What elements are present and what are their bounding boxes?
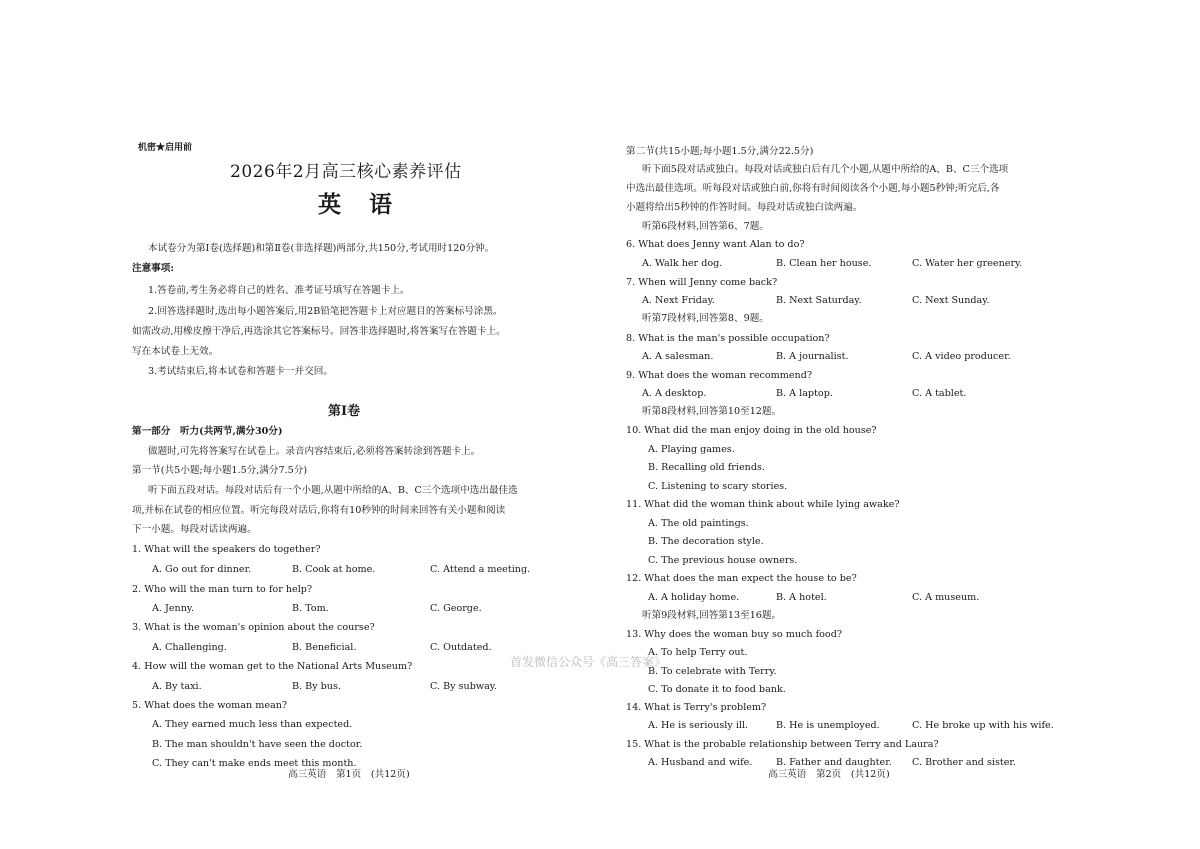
section1-instruction: 下一小题。每段对话读两遍。	[132, 524, 257, 535]
option-b: B. Cook at home.	[292, 564, 376, 575]
question-7: 7. When will Jenny come back?	[626, 277, 778, 288]
section1-instruction: 听下面五段对话。每段对话后有一个小题,从题中所给的A、B、C三个选项中选出最佳选	[148, 485, 518, 496]
option-b: B. To celebrate with Terry.	[648, 666, 777, 677]
question-3: 3. What is the woman's opinion about the course?	[132, 622, 375, 633]
note-line: 2.回答选择题时,选出每小题答案后,用2B铅笔把答题卡上对应题目的答案标号涂黑。	[148, 306, 503, 317]
question-9: 9. What does the woman recommend?	[626, 370, 812, 381]
volume-title: 第Ⅰ卷	[328, 404, 361, 419]
note-line: 1.答卷前,考生务必将自己的姓名、准考证号填写在答题卡上。	[148, 285, 410, 296]
section1-instruction: 项,并标在试卷的相应位置。听完每段对话后,你将有10秒钟的时间来回答有关小题和阅读	[132, 505, 506, 516]
option-c: C. Listening to scary stories.	[648, 481, 788, 492]
option-c: C. To donate it to food bank.	[648, 684, 786, 695]
option-a: A. Playing games.	[648, 444, 735, 455]
option-c: C. Attend a meeting.	[430, 564, 531, 575]
option-a: A. Jenny.	[152, 603, 195, 614]
question-11: 11. What did the woman think about while lying awake?	[626, 499, 900, 510]
question-12: 12. What does the man expect the house to be?	[626, 573, 857, 584]
option-a: A. They earned much less than expected.	[152, 719, 353, 730]
question-6: 6. What does Jenny want Alan to do?	[626, 239, 805, 250]
note-line: 写在本试卷上无效。	[132, 346, 219, 357]
material-heading: 听第8段材料,回答第10至12题。	[642, 406, 782, 417]
page-footer: 高三英语 第1页 (共12页)	[288, 769, 410, 780]
question-10: 10. What did the man enjoy doing in the old house?	[626, 425, 877, 436]
option-c: C. They can't make ends meet this month.	[152, 758, 357, 769]
option-a: A. Husband and wife.	[648, 757, 753, 768]
question-8: 8. What is the man's possible occupation?	[626, 333, 830, 344]
option-a: A. Challenging.	[152, 642, 227, 653]
option-c: C. A tablet.	[912, 388, 967, 399]
material-heading: 听第9段材料,回答第13至16题。	[642, 610, 782, 621]
intro-text: 本试卷分为第Ⅰ卷(选择题)和第Ⅱ卷(非选择题)两部分,共150分,考试用时120分钟。	[148, 243, 495, 254]
notes-heading: 注意事项:	[132, 263, 174, 274]
question-14: 14. What is Terry's problem?	[626, 702, 767, 713]
question-2: 2. Who will the man turn to for help?	[132, 584, 313, 595]
section1-heading: 第一节(共5小题;每小题1.5分,满分7.5分)	[132, 465, 308, 476]
confidential-mark: 机密★启用前	[138, 143, 193, 153]
option-c: C. The previous house owners.	[648, 555, 798, 566]
option-a: A. Walk her dog.	[642, 258, 723, 269]
option-a: A. To help Terry out.	[648, 647, 748, 658]
option-c: C. Brother and sister.	[912, 757, 1016, 768]
option-a: A. He is seriously ill.	[648, 720, 749, 731]
option-a: A. A salesman.	[642, 351, 714, 362]
question-13: 13. Why does the woman buy so much food?	[626, 629, 842, 640]
section2-heading: 第二节(共15小题;每小题1.5分,满分22.5分)	[626, 146, 814, 157]
section2-instruction: 中选出最佳选项。听每段对话或独白前,你将有时间阅读各个小题,每小题5秒钟;听完后,各	[626, 183, 1000, 194]
option-b: B. The man shouldn't have seen the doctor.	[152, 739, 363, 750]
question-1: 1. What will the speakers do together?	[132, 544, 321, 555]
option-c: C. Water her greenery.	[912, 258, 1023, 269]
exam-title: 2026年2月高三核心素养评估	[230, 162, 462, 182]
option-b: B. Beneficial.	[292, 642, 357, 653]
option-b: B. The decoration style.	[648, 536, 764, 547]
option-c: C. A video producer.	[912, 351, 1011, 362]
option-b: B. He is unemployed.	[776, 720, 880, 731]
section2-instruction: 小题将给出5秒钟的作答时间。每段对话或独白读两遍。	[626, 202, 863, 213]
option-c: C. Outdated.	[430, 642, 492, 653]
question-4: 4. How will the woman get to the National Arts Museum?	[132, 661, 413, 672]
material-heading: 听第7段材料,回答第8、9题。	[642, 313, 769, 324]
note-line: 如需改动,用橡皮擦干净后,再选涂其它答案标号。回答非选择题时,将答案写在答题卡上。	[132, 326, 506, 337]
option-c: C. He broke up with his wife.	[912, 720, 1054, 731]
option-b: B. By bus.	[292, 681, 341, 692]
part1-instruction: 做题时,可先将答案写在试卷上。录音内容结束后,必须将答案转涂到答题卡上。	[148, 446, 481, 457]
option-a: A. A desktop.	[642, 388, 707, 399]
page-footer: 高三英语 第2页 (共12页)	[768, 769, 890, 780]
option-b: B. Recalling old friends.	[648, 462, 765, 473]
option-b: B. Father and daughter.	[776, 757, 892, 768]
option-a: A. Go out for dinner.	[152, 564, 252, 575]
option-a: A. A holiday home.	[648, 592, 740, 603]
option-c: C. Next Sunday.	[912, 295, 990, 306]
option-b: B. Tom.	[292, 603, 329, 614]
option-b: B. A journalist.	[776, 351, 849, 362]
subject-title: 英 语	[318, 191, 403, 218]
watermark-text: 首发微信公众号《高三答案》	[510, 655, 667, 669]
option-c: C. A museum.	[912, 592, 980, 603]
note-line: 3.考试结束后,将本试卷和答题卡一并交回。	[148, 366, 333, 377]
option-b: B. Clean her house.	[776, 258, 872, 269]
part1-heading: 第一部分 听力(共两节,满分30分)	[132, 426, 283, 437]
option-b: B. Next Saturday.	[776, 295, 862, 306]
question-15: 15. What is the probable relationship between Terry and Laura?	[626, 739, 939, 750]
option-b: B. A hotel.	[776, 592, 827, 603]
option-c: C. By subway.	[430, 681, 497, 692]
material-heading: 听第6段材料,回答第6、7题。	[642, 221, 769, 232]
section2-instruction: 听下面5段对话或独白。每段对话或独白后有几个小题,从题中所给的A、B、C三个选项	[642, 164, 1009, 175]
option-a: A. By taxi.	[152, 681, 202, 692]
option-b: B. A laptop.	[776, 388, 833, 399]
question-5: 5. What does the woman mean?	[132, 700, 288, 711]
option-a: A. The old paintings.	[648, 518, 749, 529]
option-a: A. Next Friday.	[642, 295, 715, 306]
option-c: C. George.	[430, 603, 482, 614]
